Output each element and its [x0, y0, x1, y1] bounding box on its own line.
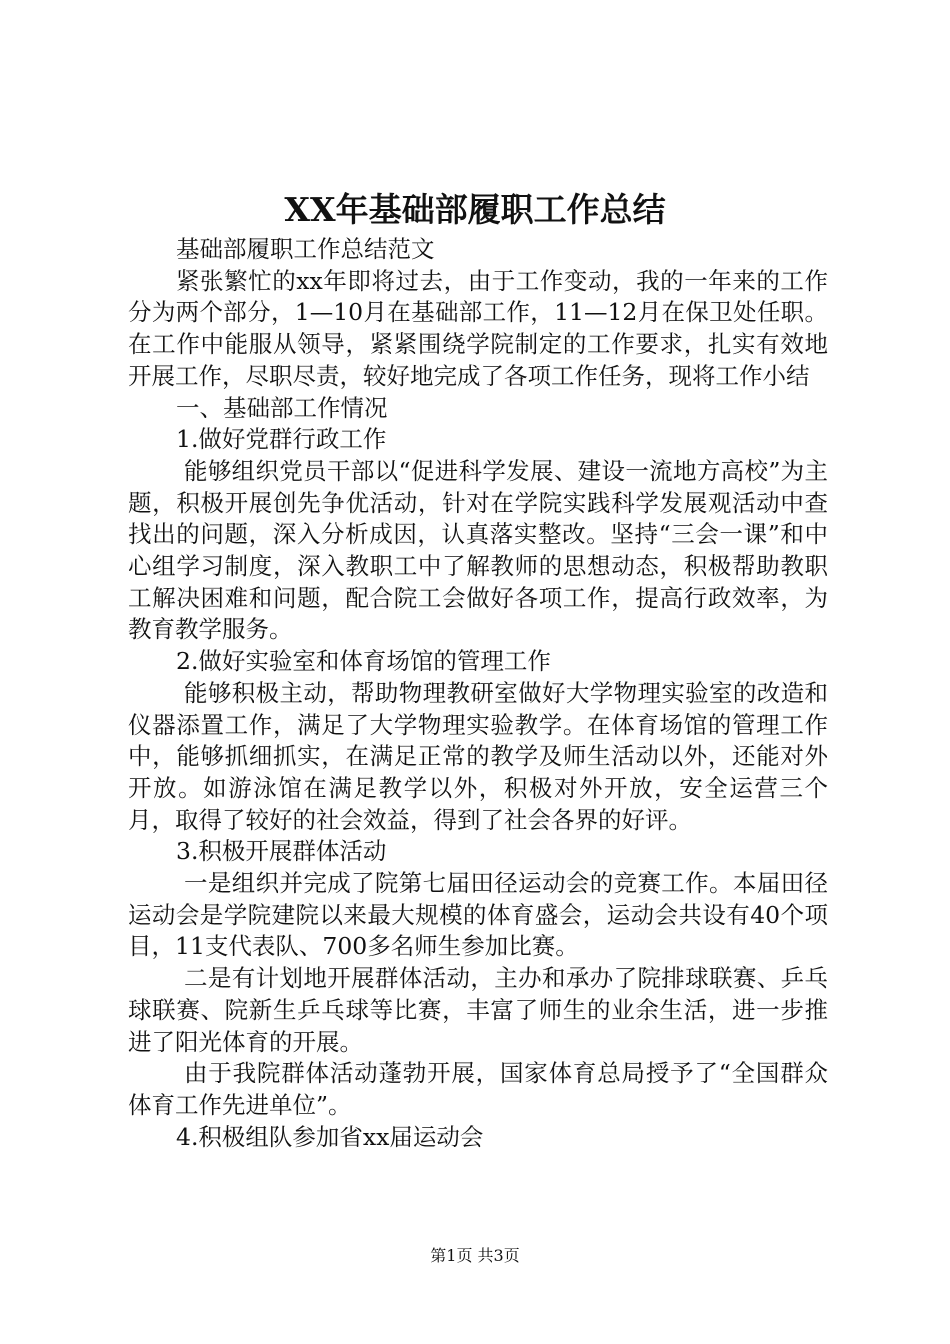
document-body — [128, 234, 828, 1153]
paragraph-subtitle: 基础部履职工作总结范文 — [176, 235, 435, 263]
subheading-1: 1.做好党群行政工作 — [176, 425, 387, 454]
paragraph-lab-management: 能够积极主动，帮助物理教研室做好大学物理实验室的改造和仪器添置工作，满足了大学物理实验教学。在体育场馆的管理工作中，能够抓细抓实，在满足正常的教学及师生活动以外，还能对外开放。如游泳馆在满足教学以外，积极对外开放，安全运营三个月，取得了较好的社会效益，得到了社会各界的好评。 — [128, 678, 828, 834]
section-heading-1: 一、基础部工作情况 — [176, 393, 388, 422]
document-title: XX年基础部履职工作总结 — [284, 190, 666, 229]
paragraph-award: 由于我院群体活动蓬勃开展，国家体育总局授予了“全国群众体育工作先进单位”。 — [128, 1059, 828, 1119]
paragraph-party-work: 能够组织党员干部以“促进科学发展、建设一流地方高校”为主题，积极开展创先争优活动，针对在学院实践科学发展观活动中查找出的问题，深入分析成因，认真落实整改。坚持“三会一课”和中心组学习制度，深入教职工中了解教师的思想动态，积极帮助教职工解决困难和问题，配合院工会做好各项工作，提高行政效率，为教育教学服务。 — [128, 456, 828, 644]
page-number-footer: 第1页 共3页 — [430, 1246, 520, 1265]
paragraph-group-activities: 二是有计划地开展群体活动，主办和承办了院排球联赛、乒乓球联赛、院新生乒乓球等比赛，丰富了师生的业余生活，进一步推进了阳光体育的开展。 — [128, 964, 828, 1056]
paragraph-sports-meet: 一是组织并完成了院第七届田径运动会的竞赛工作。本届田径运动会是学院建院以来最大规模的体育盛会，运动会共设有40个项目，11支代表队、700多名师生参加比赛。 — [128, 869, 828, 961]
subheading-2: 2.做好实验室和体育场馆的管理工作 — [176, 647, 551, 676]
paragraph-intro: 紧张繁忙的xx年即将过去，由于工作变动，我的一年来的工作分为两个部分，1—10月在基础部工作，11—12月在保卫处任职。在工作中能服从领导，紧紧围绕学院制定的工作要求，扎实有效地开展工作，尽职尽责，较好地完成了各项工作任务，现将工作小结 — [128, 266, 828, 390]
subheading-4: 4.积极组队参加省xx届运动会 — [176, 1122, 484, 1151]
subheading-3: 3.积极开展群体活动 — [176, 837, 387, 866]
